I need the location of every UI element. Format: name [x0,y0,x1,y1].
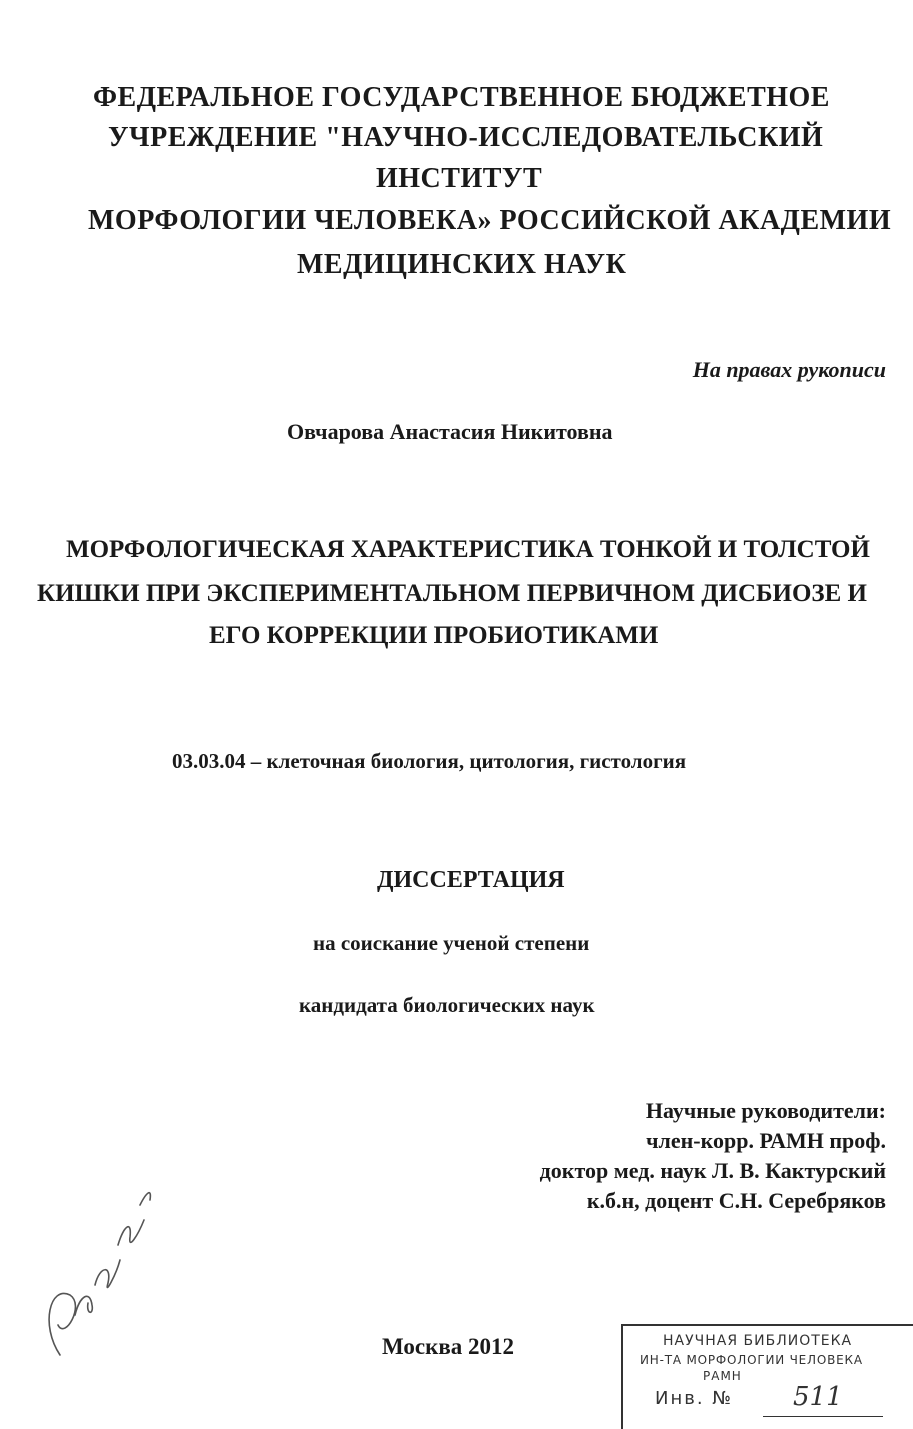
institution-line-5: МЕДИЦИНСКИХ НАУК [297,249,627,280]
supervisor-line-3: к.б.н, доцент С.Н. Серебряков [586,1188,886,1213]
author-name: Овчарова Анастасия Никитовна [287,419,613,444]
stamp-inventory-number: 511 [793,1382,843,1412]
specialty-code: 03.03.04 – клеточная биология, цитология, гистология [172,749,687,773]
manuscript-note: На правах рукописи [692,357,886,382]
stamp-underline [763,1416,883,1417]
institution-line-2: УЧРЕЖДЕНИЕ "НАУЧНО-ИССЛЕДОВАТЕЛЬСКИЙ [108,122,824,153]
stamp-line-3: РАМН [703,1369,742,1383]
supervisor-line-1: член-корр. РАМН проф. [646,1128,886,1153]
stamp-line-1: НАУЧНАЯ БИБЛИОТЕКА [663,1333,853,1349]
institution-line-3: ИНСТИТУТ [376,163,543,194]
thesis-title-line-2: КИШКИ ПРИ ЭКСПЕРИМЕНТАЛЬНОМ ПЕРВИЧНОМ ДИСБИОЗЕ И [37,580,867,607]
institution-line-1: ФЕДЕРАЛЬНОЕ ГОСУДАРСТВЕННОЕ БЮДЖЕТНОЕ [93,82,830,113]
library-stamp [621,1324,913,1429]
degree-line-2: кандидата биологических наук [299,993,595,1017]
stamp-line-2: ИН-ТА МОРФОЛОГИИ ЧЕЛОВЕКА [640,1353,863,1367]
thesis-title-line-3: ЕГО КОРРЕКЦИИ ПРОБИОТИКАМИ [209,622,659,649]
document-type: ДИССЕРТАЦИЯ [377,867,565,893]
thesis-title-line-1: МОРФОЛОГИЧЕСКАЯ ХАРАКТЕРИСТИКА ТОНКОЙ И ТОЛСТОЙ [66,536,870,563]
handwritten-signature [20,1165,180,1365]
stamp-inventory-label: Инв. № [655,1388,734,1409]
city-year: Москва 2012 [382,1334,515,1359]
institution-line-4: МОРФОЛОГИИ ЧЕЛОВЕКА» РОССИЙСКОЙ АКАДЕМИИ [88,205,892,236]
degree-line-1: на соискание ученой степени [313,931,590,955]
supervisor-line-2: доктор мед. наук Л. В. Кактурский [539,1158,886,1183]
supervisors-heading: Научные руководители: [645,1098,886,1123]
